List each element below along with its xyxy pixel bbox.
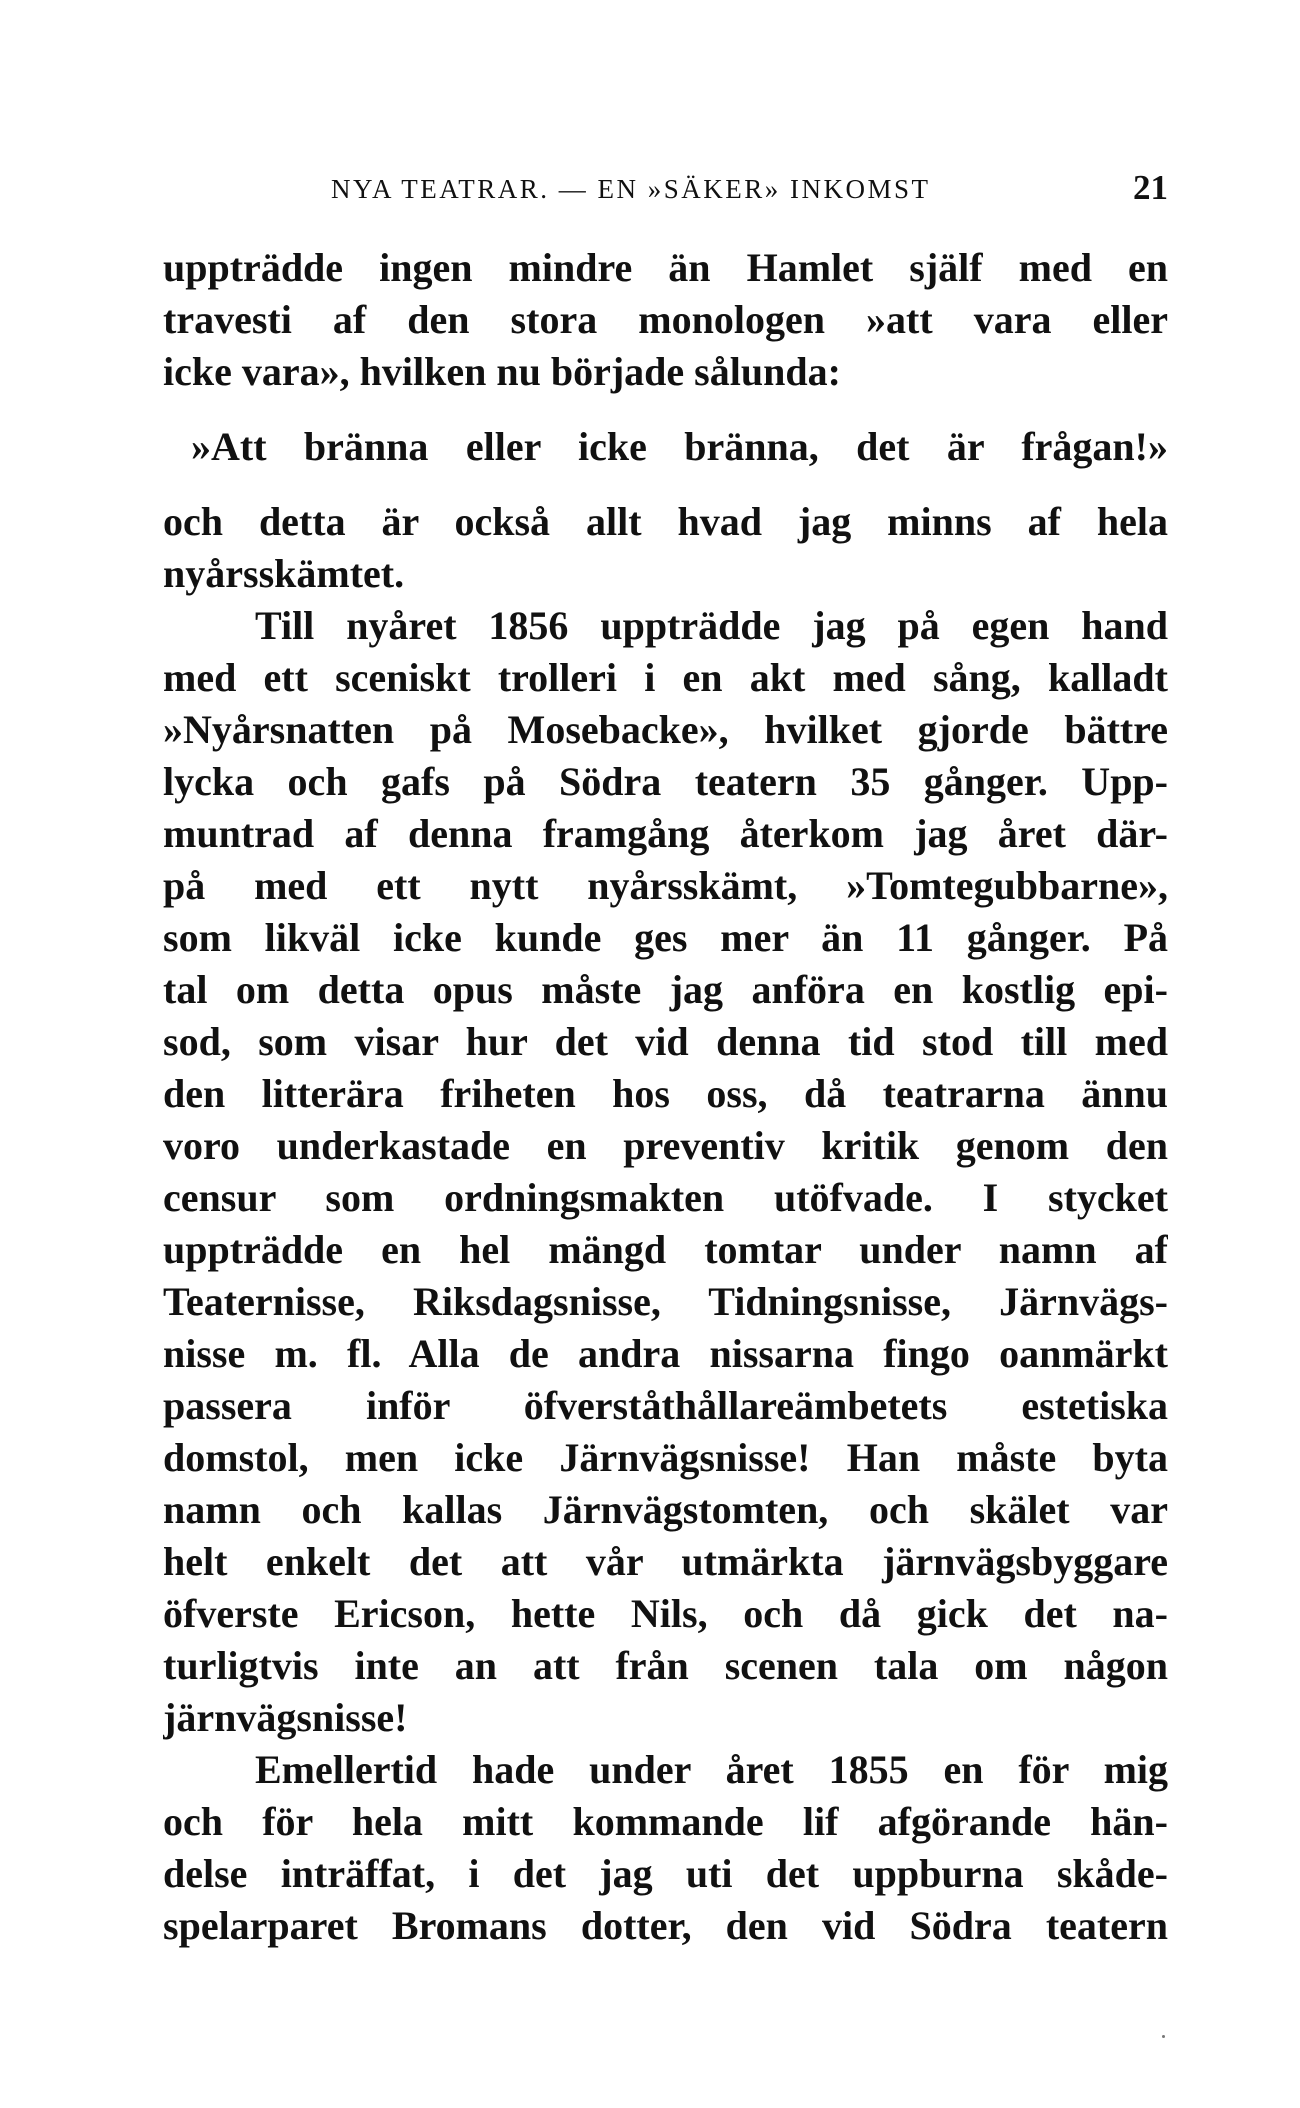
- text-line: som likväl icke kunde ges mer än 11 gånger. På: [163, 915, 1168, 960]
- text-line: uppträdde ingen mindre än Hamlet själf med en: [163, 245, 1168, 290]
- block-quote: »Att bränna eller icke bränna, det är frågan!»: [191, 424, 1168, 469]
- text-line: helt enkelt det att vår utmärkta järnvägsbyggare: [163, 1539, 1168, 1584]
- text-line: öfverste Ericson, hette Nils, och då gick det na-: [163, 1591, 1168, 1636]
- text-line: censur som ordningsmakten utöfvade. I stycket: [163, 1175, 1168, 1220]
- text-line: uppträdde en hel mängd tomtar under namn af: [163, 1227, 1168, 1272]
- running-head: [163, 168, 1168, 218]
- text-line: nisse m. fl. Alla de andra nissarna fingo oanmärkt: [163, 1331, 1168, 1376]
- text-line: på med ett nytt nyårsskämt, »Tomtegubbarne»,: [163, 863, 1168, 908]
- text-line: namn och kallas Järnvägstomten, och skälet var: [163, 1487, 1168, 1532]
- text-line: järnvägsnisse!: [163, 1695, 408, 1740]
- text-line: och detta är också allt hvad jag minns af hela: [163, 499, 1168, 544]
- text-line: och för hela mitt kommande lif afgörande hän-: [163, 1799, 1168, 1844]
- text-line: sod, som visar hur det vid denna tid stod till med: [163, 1019, 1168, 1064]
- text-line: turligtvis inte an att från scenen tala om någon: [163, 1643, 1168, 1688]
- text-line: Emellertid hade under året 1855 en för mig: [255, 1747, 1168, 1792]
- running-title: NYA TEATRAR. — EN »SÄKER» INKOMST: [331, 174, 931, 204]
- print-speck: [1162, 2035, 1165, 2038]
- text-line: nyårsskämtet.: [163, 551, 405, 596]
- text-line: travesti af den stora monologen »att vara eller: [163, 297, 1168, 342]
- text-line: Till nyåret 1856 uppträdde jag på egen hand: [255, 603, 1168, 648]
- text-line: muntrad af denna framgång återkom jag året där-: [163, 811, 1168, 856]
- body-text: [163, 242, 1168, 1952]
- text-line: passera inför öfverståthållareämbetets estetiska: [163, 1383, 1168, 1428]
- text-line: tal om detta opus måste jag anföra en kostlig epi-: [163, 967, 1168, 1012]
- text-line: spelarparet Bromans dotter, den vid Södra teatern: [163, 1903, 1168, 1948]
- text-line: den litterära friheten hos oss, då teatrarna ännu: [163, 1071, 1168, 1116]
- text-line: delse inträffat, i det jag uti det uppburna skåde-: [163, 1851, 1168, 1896]
- text-line: med ett sceniskt trolleri i en akt med sång, kalladt: [163, 655, 1168, 700]
- text-line: voro underkastade en preventiv kritik genom den: [163, 1123, 1168, 1168]
- page-number: 21: [1133, 168, 1168, 207]
- text-line: Teaternisse, Riksdagsnisse, Tidningsnisse, Järnvägs-: [163, 1279, 1168, 1324]
- text-line: icke vara», hvilken nu började sålunda:: [163, 349, 841, 394]
- text-line: domstol, men icke Järnvägsnisse! Han måste byta: [163, 1435, 1168, 1480]
- text-line: »Nyårsnatten på Mosebacke», hvilket gjorde bättre: [163, 707, 1168, 752]
- text-line: lycka och gafs på Södra teatern 35 gånger. Upp-: [163, 759, 1168, 804]
